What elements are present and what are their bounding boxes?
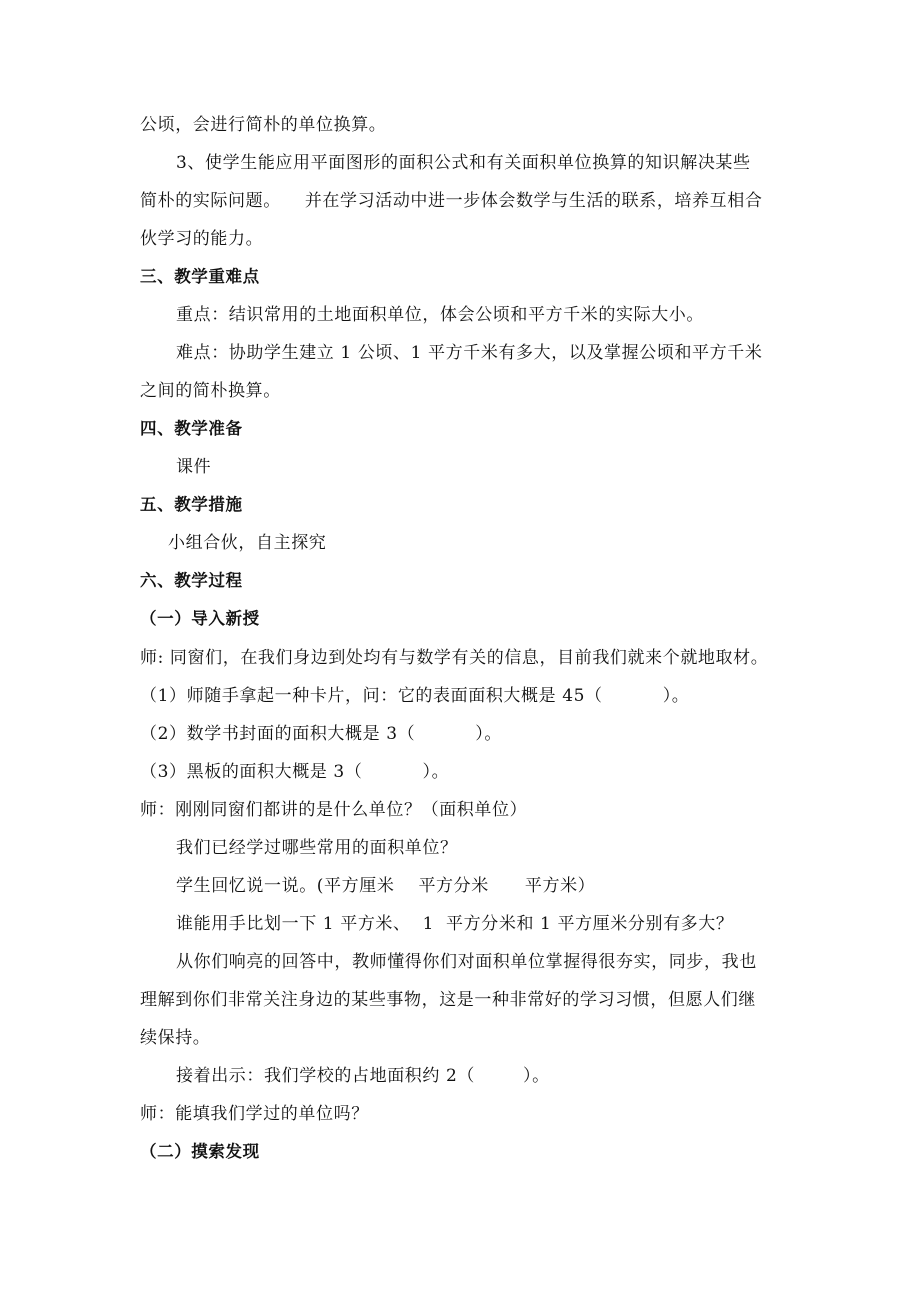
section-heading: 四、教学准备 — [140, 419, 243, 438]
text-line: 小组合伙，自主探究 — [168, 533, 327, 553]
text-line: （1）师随手拿起一种卡片，问：它的表面面积大概是 45（ ）。 — [140, 686, 690, 706]
text-line: 理解到你们非常关注身边的某些事物，这是一种非常好的学习习惯，但愿人们继 — [140, 990, 756, 1010]
text-line: 伙学习的能力。 — [140, 229, 264, 249]
text-line: 师: 同窗们，在我们身边到处均有与数学有关的信息，目前我们就来个就地取材。 — [140, 648, 769, 668]
section-heading: 三、教学重难点 — [140, 267, 260, 286]
text-line: 公顷，会进行简朴的单位换算。 — [140, 115, 387, 135]
text-line: 难点：协助学生建立 1 公顷、1 平方千米有多大，以及掌握公顷和平方千米 — [176, 343, 763, 363]
text-line: 课件 — [176, 457, 212, 477]
text-line: 简朴的实际问题。 并在学习活动中进一步体会数学与生活的联系，培养互相合 — [140, 191, 763, 211]
text-line: 从你们响亮的回答中，教师懂得你们对面积单位掌握得很夯实，同步，我也 — [176, 952, 757, 972]
text-line: 谁能用手比划一下 1 平方米、 1 平方分米和 1 平方厘米分别有多大？ — [176, 914, 734, 934]
subsection-heading: （一）导入新授 — [140, 609, 260, 628]
text-line: 师：能填我们学过的单位吗？ — [140, 1104, 369, 1124]
subsection-heading: （二）摸索发现 — [140, 1142, 260, 1161]
text-line: （2）数学书封面的面积大概是 3（ ）。 — [140, 724, 502, 744]
text-line: 之间的简朴换算。 — [140, 381, 281, 401]
section-heading: 五、教学措施 — [140, 495, 243, 514]
section-heading: 六、教学过程 — [140, 571, 243, 590]
text-line: 接着出示：我们学校的占地面积约 2（ ）。 — [176, 1066, 550, 1086]
text-line: 重点：结识常用的土地面积单位，体会公顷和平方千米的实际大小。 — [176, 305, 704, 325]
text-line: 师：刚刚同窗们都讲的是什么单位？（面积单位） — [140, 800, 528, 820]
text-line: 我们已经学过哪些常用的面积单位？ — [176, 838, 458, 858]
text-line: （3）黑板的面积大概是 3（ ）。 — [140, 762, 450, 782]
text-line: 3、使学生能应用平面图形的面积公式和有关面积单位换算的知识解决某些 — [176, 153, 751, 173]
text-line: 学生回忆说一说。(平方厘米 平方分米 平方米） — [176, 876, 596, 896]
text-line: 续保持。 — [140, 1028, 211, 1048]
